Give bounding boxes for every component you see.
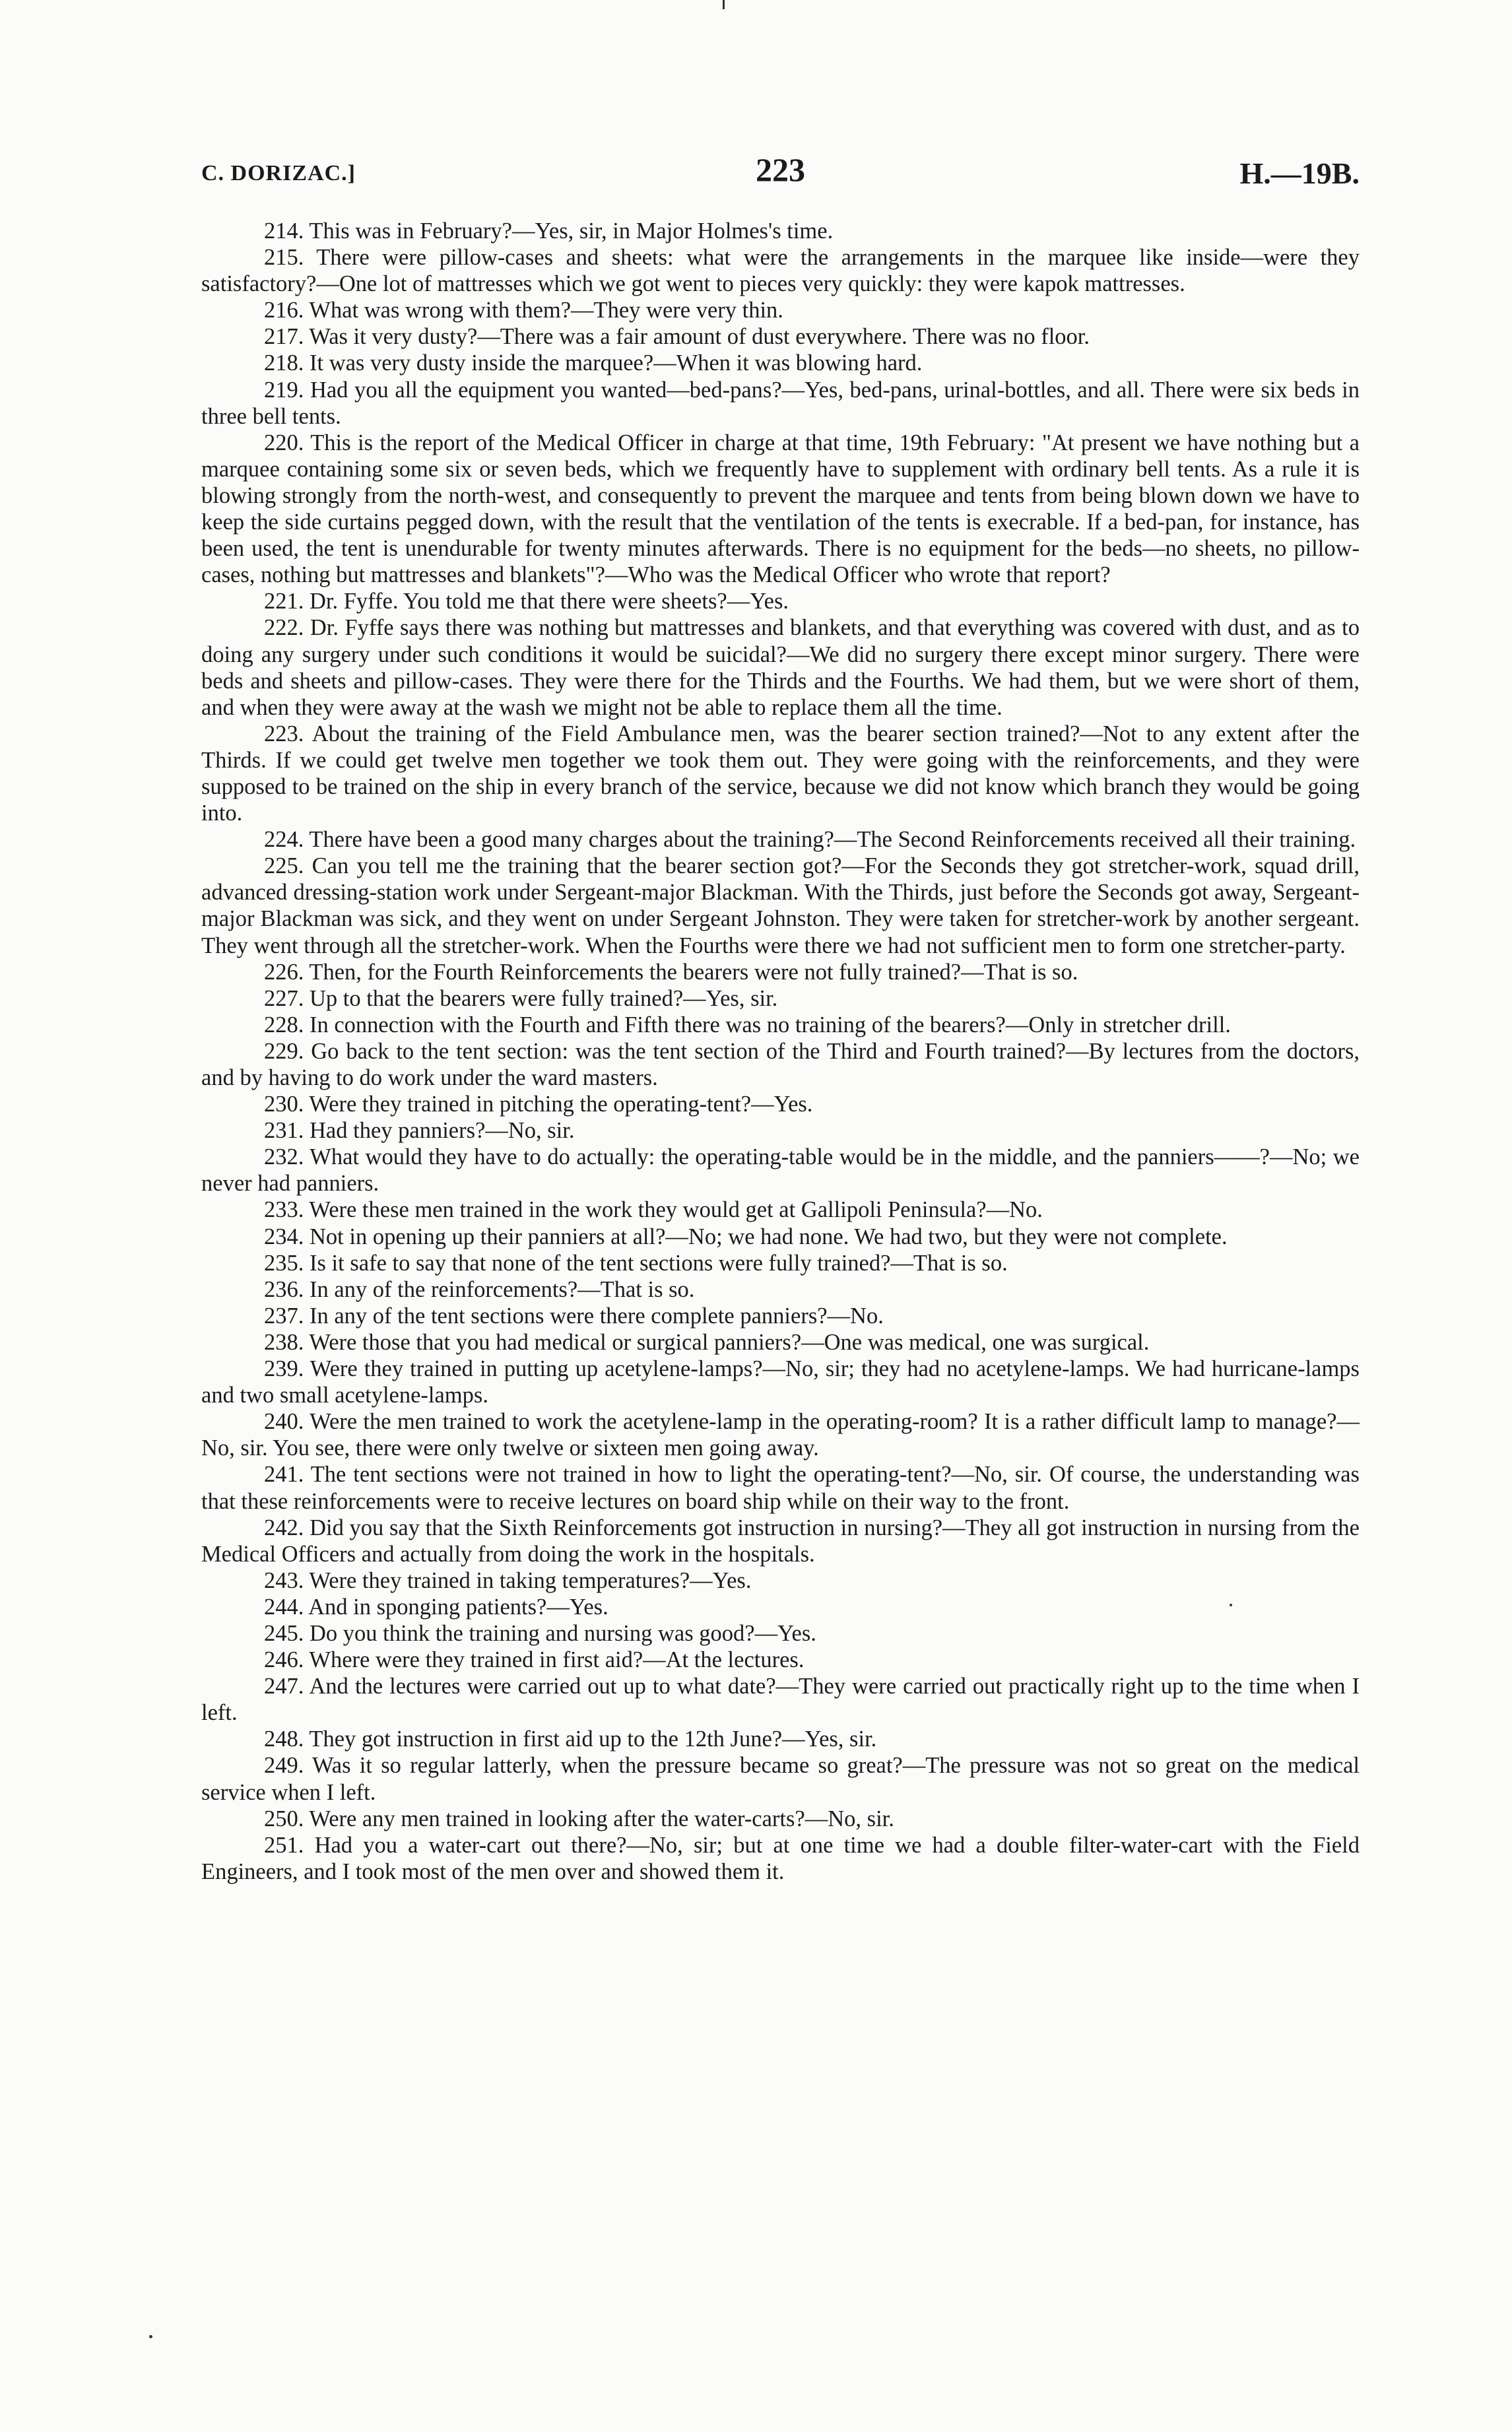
question-answer-text: About the training of the Field Ambulance men, was the bearer section trained?—Not to any extent after the Thirds. If we could get twelve men together we took them out. They were going with the reinforcements, and they were supposed to be trained on the ship in every branch of the service, because we did not know which branch they would be going into. <box>201 721 1360 826</box>
question-answer-text: Were these men trained in the work they would get at Gallipoli Peninsula?—No. <box>309 1197 1043 1223</box>
question-number: 236. <box>264 1276 304 1302</box>
question-answer-text: Up to that the bearers were fully trained?—Yes, sir. <box>310 985 778 1011</box>
question-answer-text: Then, for the Fourth Reinforcements the bearers were not fully trained?—That is so. <box>309 959 1078 985</box>
question-answer-paragraph <box>201 1647 1360 1673</box>
question-answer-paragraph <box>201 1276 1360 1303</box>
question-answer-text: Were they trained in putting up acetylene-lamps?—No, sir; they had no acetylene-lamps. We had hurricane-lamps and two small acetylene-lamps. <box>201 1356 1360 1408</box>
question-number: 217. <box>264 324 304 350</box>
question-number: 224. <box>264 827 304 853</box>
question-answer-paragraph <box>201 1726 1360 1752</box>
question-answer-paragraph <box>201 1144 1360 1197</box>
question-answer-text: Did you say that the Sixth Reinforcements got instruction in nursing?—They all got instruction in nursing from the Medical Officers and actually from doing the work in the hospitals. <box>201 1515 1360 1567</box>
question-number: 237. <box>264 1303 304 1329</box>
page-header <box>201 150 1360 197</box>
question-number: 221. <box>264 589 304 614</box>
question-answer-text: Not in opening up their panniers at all?—No; we had none. We had two, but they were not complete. <box>310 1224 1228 1249</box>
question-number: 246. <box>264 1647 304 1673</box>
question-answer-paragraph <box>201 1303 1360 1329</box>
question-number: 242. <box>264 1515 304 1540</box>
question-answer-text: This was in February?—Yes, sir, in Major Holmes's time. <box>309 218 834 244</box>
question-number: 243. <box>264 1567 304 1593</box>
question-number: 248. <box>264 1726 304 1752</box>
question-answer-paragraph <box>201 1832 1360 1885</box>
question-answer-text: Had you all the equipment you wanted—bed-pans?—Yes, bed-pans, urinal-bottles, and all. There were six beds in three bell tents. <box>201 377 1360 429</box>
question-answer-paragraph <box>201 1673 1360 1726</box>
question-answer-paragraph <box>201 1117 1360 1144</box>
question-answer-paragraph <box>201 826 1360 853</box>
witness-name: C. DORIZAC.] <box>201 161 356 185</box>
question-number: 218. <box>264 350 304 376</box>
question-answer-paragraph <box>201 1012 1360 1038</box>
question-answer-text: In connection with the Fourth and Fifth there was no training of the bearers?—Only in stretcher drill. <box>310 1012 1231 1037</box>
question-number: 232. <box>264 1144 304 1170</box>
question-number: 220. <box>264 430 304 455</box>
question-answer-paragraph <box>201 1594 1360 1620</box>
question-answer-paragraph <box>201 1250 1360 1276</box>
question-answer-paragraph <box>201 1806 1360 1832</box>
question-answer-paragraph <box>201 377 1360 430</box>
question-number: 216. <box>264 298 304 323</box>
question-answer-text: Is it safe to say that none of the tent sections were fully trained?—That is so. <box>310 1250 1008 1276</box>
question-answer-paragraph <box>201 614 1360 720</box>
question-answer-paragraph <box>201 297 1360 323</box>
question-number: 235. <box>264 1250 304 1276</box>
question-answer-paragraph <box>201 1408 1360 1461</box>
question-number: 251. <box>264 1832 304 1858</box>
question-answer-text: It was very dusty inside the marquee?—When it was blowing hard. <box>310 350 923 376</box>
question-answer-text: Can you tell me the training that the bearer section got?—For the Seconds they got stretcher-work, squad drill, advanced dressing-station work under Sergeant-major Blackman. With the Thirds, just before the Seconds got away, Sergeant-major Blackman was sick, and they went on under Sergeant Johnston. They were taken for stretcher-work by another sergeant. They went through all the stretcher-work. When the Fourths were there we had not sufficient men to form one stretcher-party. <box>201 853 1360 958</box>
question-answer-text: This is the report of the Medical Officer in charge at that time, 19th February: "At present we have nothing but a marquee containing some six or seven beds, which we frequently have to supplement with ordinary bell tents. As a rule it is blowing strongly from the north-west, and consequently to prevent the marquee and tents from being blown down we have to keep the side curtains pegged down, with the result that the ventilation of the tents is execrable. If a bed-pan, for instance, has been used, the tent is unendurable for twenty minutes afterwards. There is no equipment for the beds—no sheets, no pillow-cases, nothing but mattresses and blankets"?—Who was the Medical Officer who wrote that report? <box>201 430 1360 588</box>
question-number: 222. <box>264 615 304 641</box>
question-number: 234. <box>264 1224 304 1249</box>
question-answer-text: Had they panniers?—No, sir. <box>310 1118 575 1144</box>
question-answer-text: And in sponging patients?—Yes. <box>308 1594 608 1620</box>
question-answer-paragraph <box>201 1461 1360 1514</box>
question-number: 231. <box>264 1118 304 1144</box>
question-answer-paragraph <box>201 350 1360 376</box>
question-answer-paragraph <box>201 323 1360 350</box>
question-answer-text: Were they trained in pitching the operating-tent?—Yes. <box>309 1092 813 1117</box>
question-answer-text: Were they trained in taking temperatures?—Yes. <box>309 1567 752 1593</box>
question-answer-paragraph <box>201 1091 1360 1117</box>
question-answer-paragraph <box>201 1567 1360 1594</box>
question-answer-paragraph <box>201 588 1360 614</box>
question-answer-paragraph <box>201 853 1360 958</box>
question-number: 247. <box>264 1674 304 1699</box>
question-answer-text: Dr. Fyffe. You told me that there were sheets?—Yes. <box>310 589 789 614</box>
question-answer-text: Do you think the training and nursing was good?—Yes. <box>310 1620 816 1646</box>
transcript-body <box>201 218 1360 1885</box>
question-number: 225. <box>264 853 304 879</box>
question-answer-text: In any of the tent sections were there complete panniers?—No. <box>310 1303 884 1329</box>
document-reference: H.—19B. <box>1239 156 1360 190</box>
question-answer-text: What was wrong with them?—They were very thin. <box>309 298 783 323</box>
question-answer-text: Were any men trained in looking after the water-carts?—No, sir. <box>309 1806 894 1831</box>
scan-mark <box>723 0 725 9</box>
question-number: 230. <box>264 1092 304 1117</box>
question-answer-paragraph <box>201 1515 1360 1567</box>
question-answer-paragraph <box>201 244 1360 297</box>
question-answer-text: Where were they trained in first aid?—At the lectures. <box>309 1647 805 1673</box>
question-answer-text: Dr. Fyffe says there was nothing but mattresses and blankets, and that everything was covered with dust, and as to doing any surgery under such conditions it would be suicidal?—We did no surgery there except minor surgery. There were beds and sheets and pillow-cases. They were there for the Thirds and the Fourths. We had them, but we were short of them, and when they were away at the wash we might not be able to replace them all the time. <box>201 615 1360 720</box>
question-answer-paragraph <box>201 1224 1360 1250</box>
question-answer-text: The tent sections were not trained in how to light the operating-tent?—No, sir. Of course, the understanding was that these reinforcements were to receive lectures on board ship while on their way to the front. <box>201 1462 1360 1514</box>
question-answer-paragraph <box>201 1620 1360 1647</box>
question-answer-paragraph <box>201 721 1360 826</box>
question-answer-paragraph <box>201 1197 1360 1223</box>
question-number: 244. <box>264 1594 304 1620</box>
question-answer-text: What would they have to do actually: the operating-table would be in the middle, and the panniers——?—No; we never had panniers. <box>201 1144 1360 1197</box>
question-number: 233. <box>264 1197 304 1223</box>
question-answer-text: Had you a water-cart out there?—No, sir; but at one time we had a double filter-water-cart with the Field Engineers, and I took most of the men over and showed them it. <box>201 1832 1360 1884</box>
question-number: 226. <box>264 959 304 985</box>
question-number: 223. <box>264 721 304 746</box>
question-number: 227. <box>264 985 304 1011</box>
question-answer-paragraph <box>201 1329 1360 1356</box>
question-answer-paragraph <box>201 985 1360 1012</box>
question-number: 245. <box>264 1620 304 1646</box>
question-answer-paragraph <box>201 1752 1360 1805</box>
question-number: 239. <box>264 1356 304 1382</box>
question-answer-text: And the lectures were carried out up to what date?—They were carried out practically right up to the time when I left. <box>201 1674 1360 1726</box>
question-number: 219. <box>264 377 304 403</box>
scan-speck <box>149 2335 152 2338</box>
question-number: 241. <box>264 1462 304 1488</box>
question-answer-text: Were the men trained to work the acetylene-lamp in the operating-room? It is a rather difficult lamp to manage?—No, sir. You see, there were only twelve or sixteen men going away. <box>201 1409 1360 1461</box>
question-number: 229. <box>264 1038 304 1064</box>
question-number: 249. <box>264 1753 304 1779</box>
question-answer-text: In any of the reinforcements?—That is so. <box>310 1276 695 1302</box>
page-number: 223 <box>756 151 805 188</box>
question-number: 214. <box>264 218 304 244</box>
question-number: 250. <box>264 1806 304 1831</box>
question-answer-paragraph <box>201 1038 1360 1091</box>
question-answer-text: They got instruction in first aid up to the 12th June?—Yes, sir. <box>309 1726 877 1752</box>
question-answer-paragraph <box>201 959 1360 985</box>
question-answer-paragraph <box>201 218 1360 244</box>
question-answer-text: There were pillow-cases and sheets: what were the arrangements in the marquee like inside—were they satisfactory?—One lot of mattresses which we got went to pieces very quickly: they were kapok mattresses. <box>201 245 1360 297</box>
question-number: 240. <box>264 1409 304 1435</box>
question-answer-text: Was it so regular latterly, when the pressure became so great?—The pressure was not so great on the medical service when I left. <box>201 1753 1360 1805</box>
question-answer-text: Were those that you had medical or surgical panniers?—One was medical, one was surgical. <box>309 1329 1150 1355</box>
question-number: 215. <box>264 245 304 271</box>
question-answer-text: Go back to the tent section: was the tent section of the Third and Fourth trained?—By lectures from the doctors, and by having to do work under the ward masters. <box>201 1038 1360 1090</box>
question-answer-text: There have been a good many charges about the training?—The Second Reinforcements received all their training. <box>309 827 1356 853</box>
question-answer-paragraph <box>201 1356 1360 1408</box>
question-number: 228. <box>264 1012 304 1037</box>
question-number: 238. <box>264 1329 304 1355</box>
question-answer-text: Was it very dusty?—There was a fair amount of dust everywhere. There was no floor. <box>309 324 1090 350</box>
question-answer-paragraph <box>201 430 1360 589</box>
